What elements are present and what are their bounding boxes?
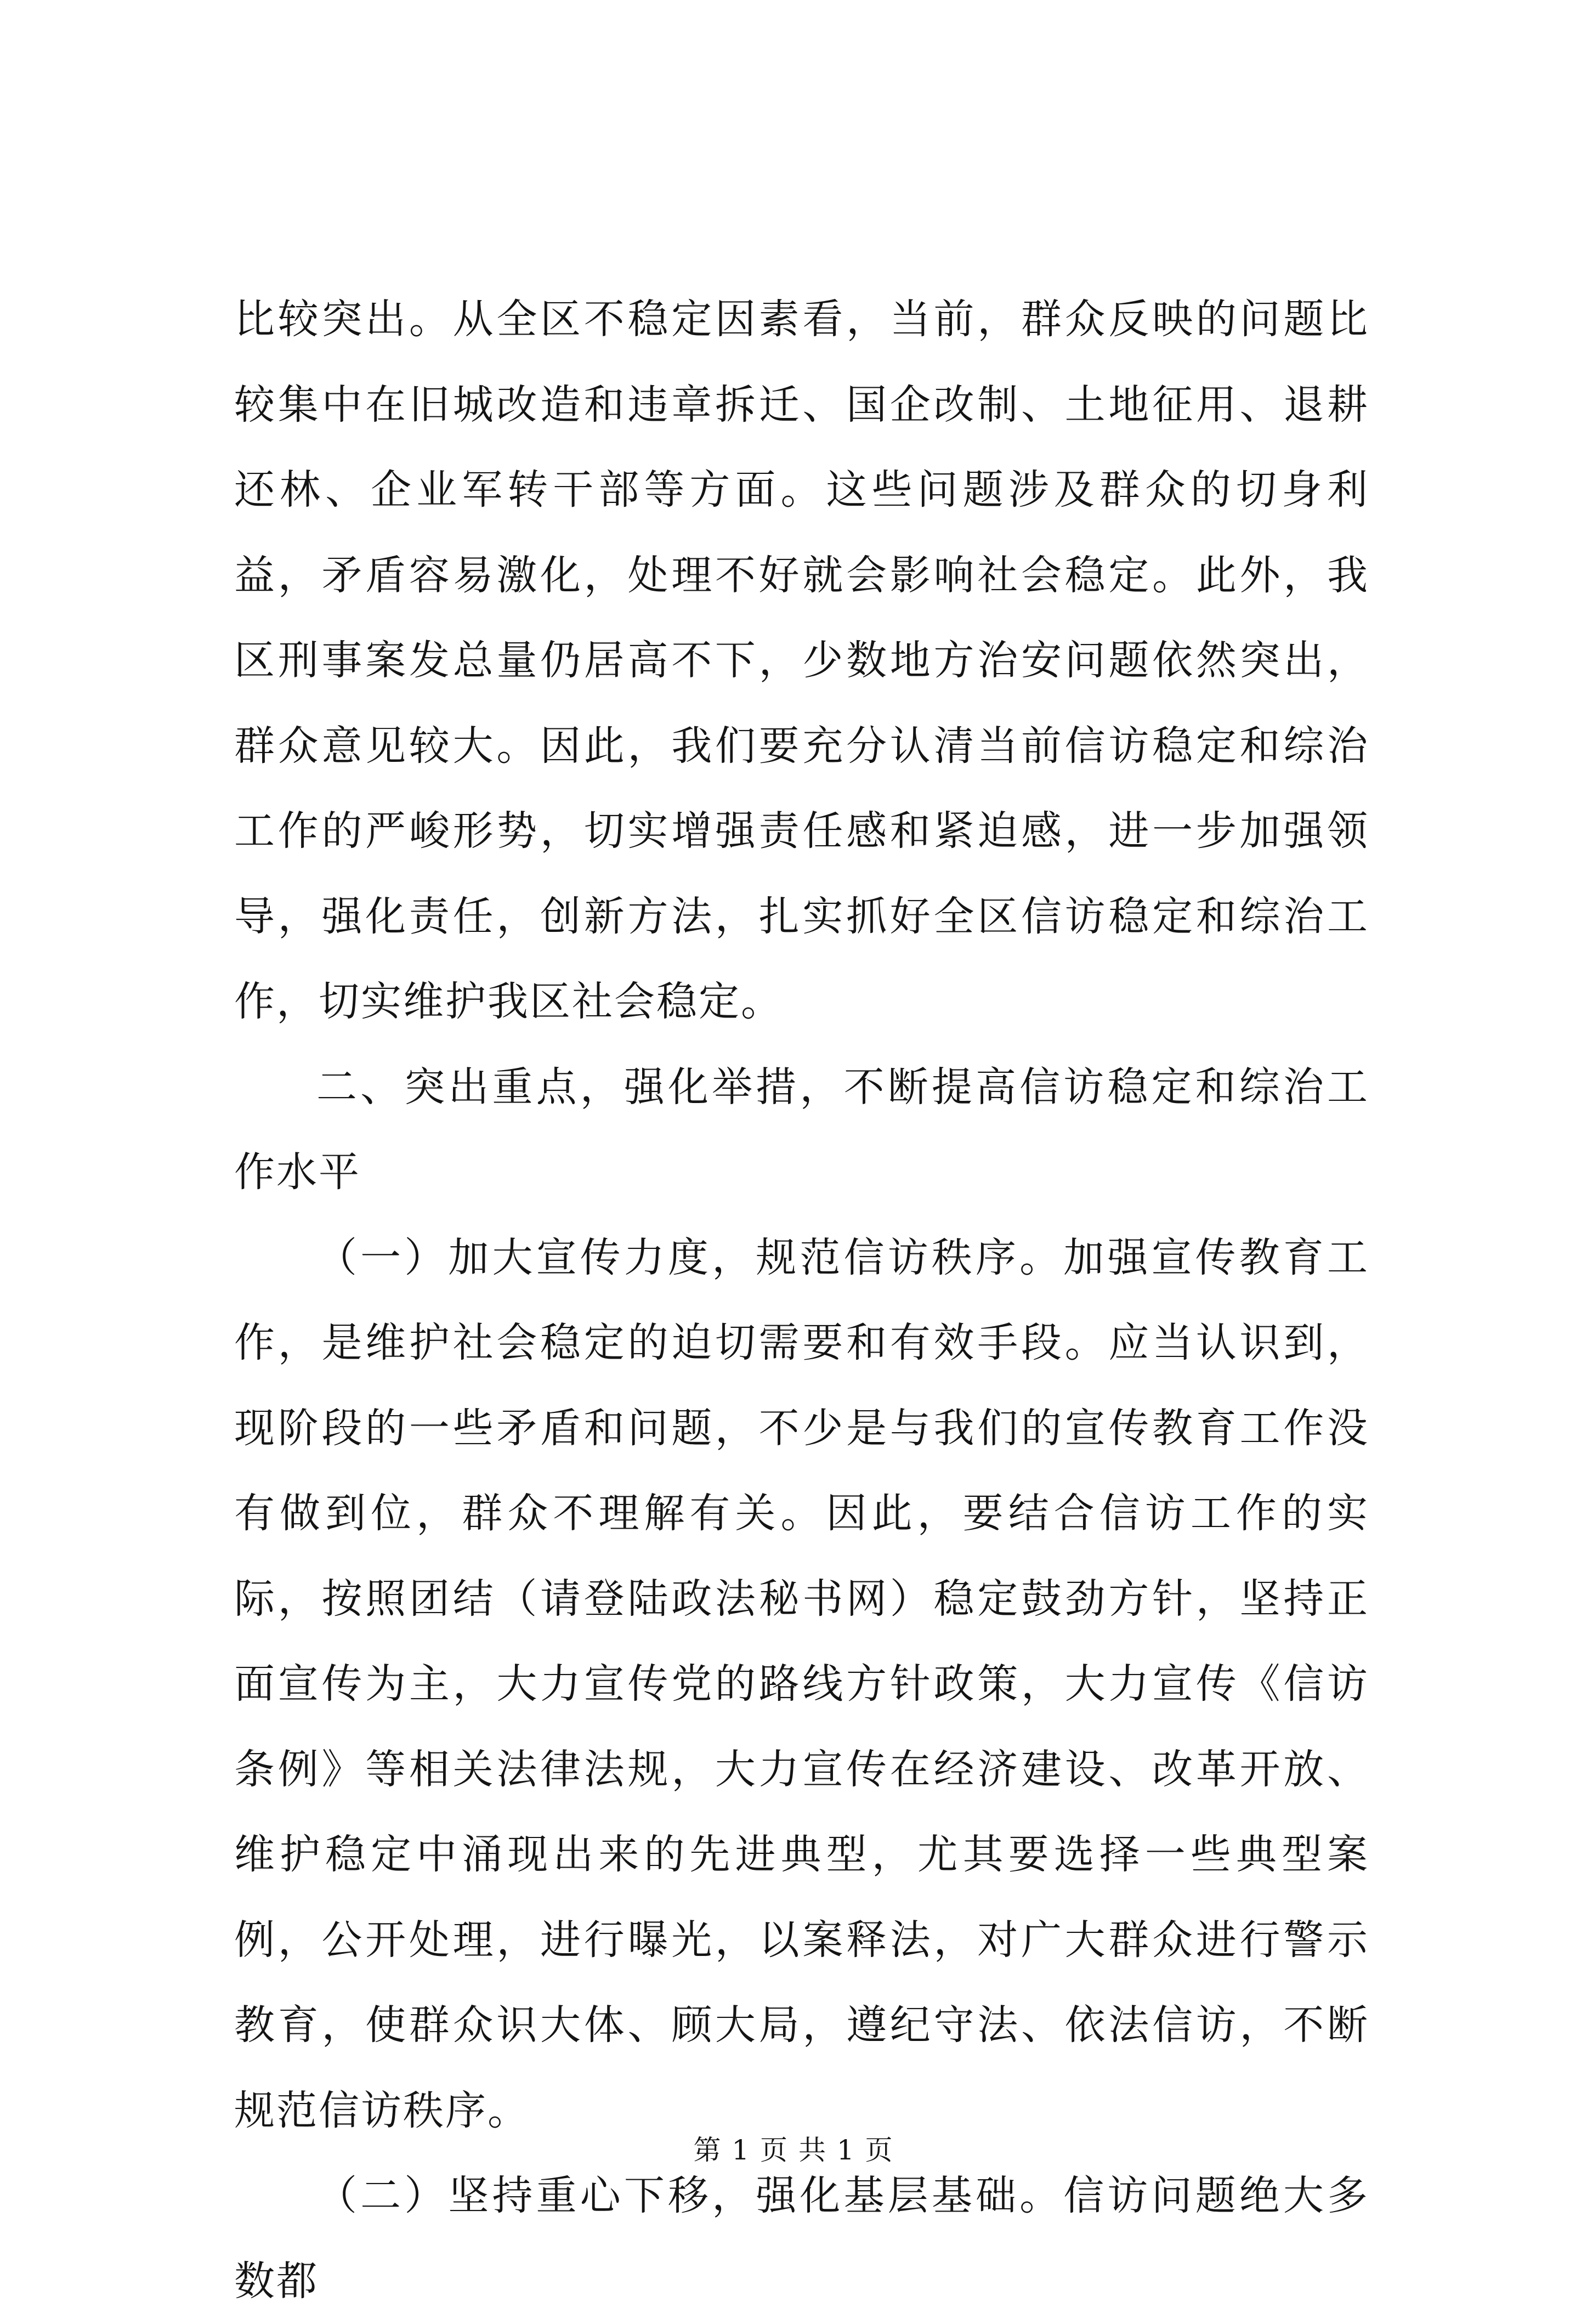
section-heading-2: 二、突出重点，强化举措，不断提高信访稳定和综治工作水平 — [234, 1063, 1369, 1196]
paragraph-continuation: 比较突出。从全区不稳定因素看，当前，群众反映的问题比较集中在旧城改造和违章拆迁、国企改制、土地征用、退耕还林、企业军转干部等方面。这些问题涉及群众的切身利益，矛盾容易激化，处理不好就会影响社会稳定。此外，我区刑事案发总量仍居高不下，少数地方治安问题依然突出，群众意见较大。因此，我们要充分认清当前信访稳定和综治工作的严峻形势，切实增强责任感和紧迫感，进一步加强领导，强化责任，创新方法，扎实抓好全区信访稳定和综治工作，切实维护我区社会稳定。 — [234, 296, 1369, 1025]
page-footer: 第 1 页 共 1 页 — [693, 2134, 894, 2166]
paragraph-subsection-2: （二）坚持重心下移，强化基层基础。信访问题绝大多数都 — [234, 2172, 1369, 2305]
document-body — [234, 277, 1369, 2324]
paragraph-subsection-1: （一）加大宣传力度，规范信访秩序。加强宣传教育工作，是维护社会稳定的迫切需要和有效手段。应当认识到，现阶段的一些矛盾和问题，不少是与我们的宣传教育工作没有做到位，群众不理解有关。因此，要结合信访工作的实际，按照团结（请登陆政法秘书网）稳定鼓劲方针，坚持正面宣传为主，大力宣传党的路线方针政策，大力宣传《信访条例》等相关法律法规，大力宣传在经济建设、改革开放、维护稳定中涌现出来的先进典型，尤其要选择一些典型案例，公开处理，进行曝光，以案释法，对广大群众进行警示教育，使群众识大体、顾大局，遵纪守法、依法信访，不断规范信访秩序。 — [234, 1234, 1369, 2134]
